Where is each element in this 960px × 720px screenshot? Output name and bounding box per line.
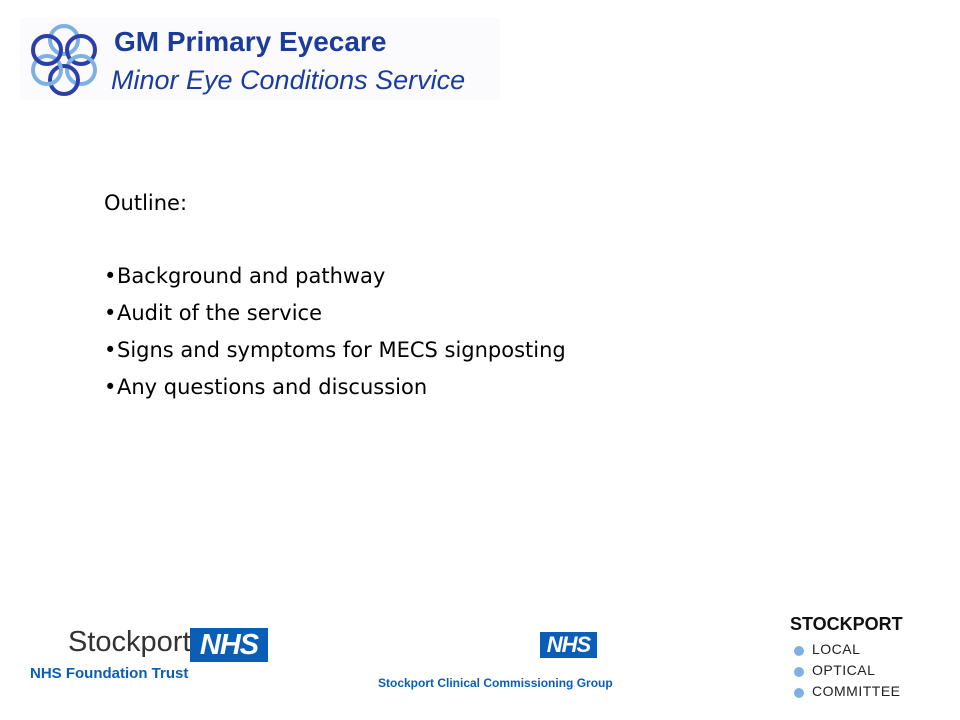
bullet-icon: •: [104, 375, 117, 399]
list-item-text: Any questions and discussion: [117, 375, 428, 399]
list-item-text: Signs and symptoms for MECS signposting: [117, 338, 566, 362]
list-item: [104, 369, 566, 406]
dot-icon: [794, 646, 804, 656]
outline-section: [104, 188, 566, 406]
nhs-badge: NHS: [190, 628, 268, 662]
outline-heading: Outline:: [104, 191, 188, 215]
gm-primary-eyecare-logo: [20, 18, 500, 100]
loc-line-text: COMMITTEE: [812, 683, 901, 699]
stockport-ccg-logo: [378, 632, 618, 694]
foundation-trust-subtitle: NHS Foundation Trust: [30, 665, 189, 682]
logo-subtitle: Minor Eye Conditions Service: [111, 65, 466, 95]
bullet-icon: •: [104, 338, 117, 362]
loc-line-text: LOCAL: [812, 641, 861, 657]
bullet-icon: •: [104, 264, 117, 288]
list-item: [104, 258, 566, 295]
outline-list: [104, 258, 566, 406]
foundation-trust-name: Stockport: [68, 626, 191, 658]
stockport-loc-logo: [790, 614, 940, 706]
loc-title: STOCKPORT: [790, 614, 903, 634]
ccg-name: Stockport Clinical Commissioning Group: [378, 676, 613, 690]
nhs-badge: NHS: [540, 632, 597, 658]
stockport-nhs-foundation-trust-logo: [30, 626, 270, 688]
dot-icon: [794, 667, 804, 677]
list-item-text: Audit of the service: [117, 301, 323, 325]
bullet-icon: •: [104, 301, 117, 325]
list-item: [104, 295, 566, 332]
list-item: [104, 332, 566, 369]
dot-icon: [794, 688, 804, 698]
rings-logo-icon: [24, 20, 104, 100]
logo-title: GM Primary Eyecare: [114, 26, 387, 57]
list-item-text: Background and pathway: [117, 264, 386, 288]
loc-line-text: OPTICAL: [812, 662, 876, 678]
